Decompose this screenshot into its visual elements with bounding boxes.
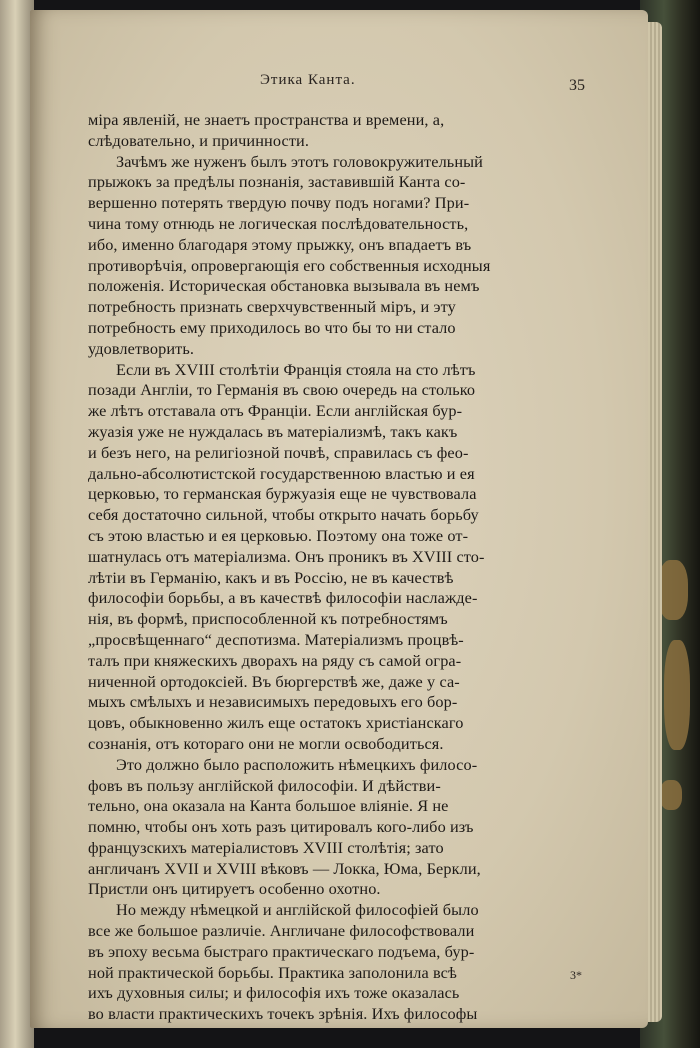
text-line: во власти практическихъ точекъ зрѣнія. Ихъ философы — [88, 1004, 478, 1024]
text-line: мыхъ смѣлыхъ и независимыхъ передовыхъ его бор- — [88, 692, 458, 712]
text-line: лѣтіи въ Германію, какъ и въ Россію, не въ качествѣ — [88, 567, 454, 587]
text-line: помню, чтобы онъ хоть разъ цитировалъ кого-либо изъ — [88, 817, 474, 837]
text-line: себя достаточно сильной, чтобы открыто начать борьбу — [88, 505, 479, 525]
text-line: французскихъ матеріалистовъ XVIII столѣтія; зато — [88, 837, 444, 857]
text-line: же лѣтъ отставала отъ Франціи. Если англійская бур- — [88, 401, 463, 421]
text-line: потребность ему приходилось во что бы то ни стало — [88, 317, 456, 337]
text-line: талъ при княжескихъ дворахъ на ряду съ самой огра- — [88, 650, 462, 670]
book-page — [30, 10, 648, 1028]
cover-stain — [664, 640, 690, 750]
text-line: философіи борьбы, а въ качествѣ философіи наслажде- — [88, 588, 478, 608]
text-line: съ этою властью и ея церковью. Поэтому она тоже от- — [88, 525, 469, 545]
paragraph-start-line: Если въ XVIII столѣтіи Франція стояла на сто лѣтъ — [116, 359, 476, 379]
text-line: шатнулась отъ матеріализма. Онъ проникъ въ XVIII сто- — [88, 546, 485, 566]
body-text — [88, 110, 588, 1025]
text-line: удовлетворить. — [88, 338, 195, 358]
text-line: потребность признать сверхчувственный міръ, и эту — [88, 297, 456, 317]
text-line: ниченной ортодоксіей. Въ бюргерствѣ же, даже у са- — [88, 671, 460, 691]
text-line: міра явленій, не знаетъ пространства и времени, а, — [88, 110, 445, 129]
text-line: противорѣчія, опровергающія его собственныя исходныя — [88, 255, 491, 275]
text-line: жуазія уже не нуждалась въ матеріализмѣ, такъ какъ — [88, 421, 458, 441]
text-line: позади Англіи, то Германія въ свою очередь на столько — [88, 380, 476, 400]
text-line: сознанія, отъ котораго они не могли освободиться. — [88, 733, 444, 753]
text-line: вершенно потерять твердую почву подъ ногами? При- — [88, 193, 470, 213]
paragraph-start-line: Но между нѣмецкой и англійской философіей было — [116, 900, 479, 920]
left-page-edge — [0, 0, 34, 1048]
paragraph-start-line: Это должно было расположить нѣмецкихъ филосо- — [116, 754, 478, 774]
text-line: фовъ въ пользу англійской философіи. И дѣйстви- — [88, 775, 441, 795]
text-line: „просвѣщеннаго“ деспотизма. Матеріализмъ процвѣ- — [88, 629, 464, 649]
running-head: Этика Канта. — [260, 72, 356, 88]
cover-stain — [658, 560, 688, 620]
text-line: прыжокъ за предѣлы познанія, заставившій Канта со- — [88, 172, 466, 192]
text-line: англичанъ XVII и XVIII вѣковъ — Локка, Юма, Беркли, — [88, 858, 481, 878]
text-line: ихъ духовныя силы; и философія ихъ тоже оказалась — [88, 983, 460, 1003]
text-line: Пристли онъ цитируетъ особенно охотно. — [88, 879, 381, 899]
text-line: все же большое различіе. Англичане философствовали — [88, 921, 475, 941]
text-line: нія, въ формѣ, приспособленной къ потребностямъ — [88, 609, 448, 629]
cover-stain — [660, 780, 682, 810]
text-line: церковью, то германская буржуазія еще не чувствовала — [88, 484, 477, 504]
paragraph-start-line: Зачѣмъ же нуженъ былъ этотъ головокружительный — [116, 151, 483, 171]
text-line: цовъ, обыкновенно жилъ еще остатокъ христіанскаго — [88, 713, 464, 733]
text-line: и безъ него, на религіозной почвѣ, справилась съ фео- — [88, 442, 469, 462]
text-line: ибо, именно благодаря этому прыжку, онъ впадаетъ въ — [88, 234, 472, 254]
text-line: тельно, она оказала на Канта большое вліяніе. Я не — [88, 796, 449, 816]
text-line: положенія. Историческая обстановка вызывала въ немъ — [88, 276, 480, 296]
signature-mark: 3* — [570, 968, 582, 982]
text-line: чина тому отнюдь не логическая послѣдовательность, — [88, 213, 469, 233]
text-line: ной практической борьбы. Практика заполонила всѣ — [88, 962, 457, 982]
page-number: 35 — [569, 77, 585, 94]
text-line: слѣдовательно, и причинности. — [88, 130, 310, 150]
text-line: дально-абсолютистской государственною властью и ея — [88, 463, 475, 483]
text-line: въ эпоху весьма быстраго практическаго подъема, бур- — [88, 941, 475, 961]
